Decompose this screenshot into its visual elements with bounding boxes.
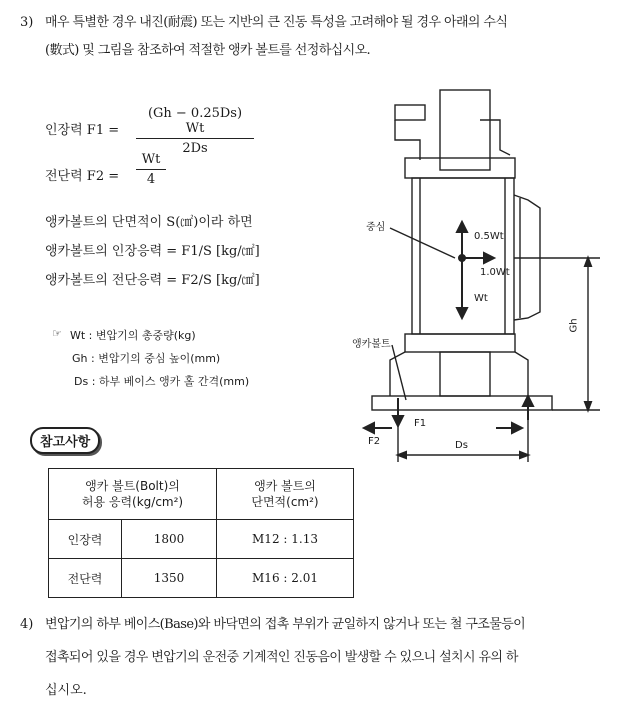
diagram-center-label: 중심: [366, 222, 386, 233]
table-row-stress: 1350: [122, 559, 217, 598]
f2-right-arrowhead: [512, 423, 522, 433]
legend-gh: Gh : 변압기의 중심 높이(mm): [72, 352, 221, 365]
table-header-area-line1: 앵카 볼트의: [254, 479, 316, 493]
top-flange: [395, 105, 425, 120]
table-row-area: M12 : 1.13: [217, 520, 354, 559]
diagram-side-force-label: 1.0Wt: [480, 267, 510, 278]
table-row-name: 전단력: [49, 559, 122, 598]
item3-number: 3): [20, 15, 34, 30]
diagram-up-force-label: 0.5Wt: [474, 231, 504, 242]
lower-rim: [405, 334, 515, 352]
table-header-stress-line2: 허용 응력(kg/cm²): [81, 495, 184, 509]
item4-number: 4): [20, 617, 34, 632]
item3-line2: (數式) 및 그림을 참조하여 적절한 앵카 볼트를 선정하십시오.: [45, 43, 371, 58]
table-row-area: M16 : 2.01: [217, 559, 354, 598]
item3-line1: 매우 특별한 경우 내진(耐震) 또는 지반의 큰 진동 특성을 고려해야 될 경우 아래의 수식: [45, 15, 508, 30]
gh-bottom-arrowhead: [585, 402, 591, 410]
formula-f1-label: 인장력 F1 =: [45, 123, 120, 138]
table-row-stress: 1800: [122, 520, 217, 559]
pointing-hand-icon: ☞: [52, 327, 62, 340]
diagram-f2-label: F2: [368, 436, 381, 447]
up-arrowhead: [457, 222, 467, 232]
ds-right-arrowhead: [520, 452, 528, 458]
diagram-f1-label: F1: [414, 418, 427, 429]
formula-f1-denominator: 2Ds: [182, 141, 208, 156]
legend-ds: Ds : 하부 베이스 앵카 홀 간격(mm): [74, 375, 250, 388]
reference-badge: 참고사항: [30, 427, 100, 454]
item4-line1: 변압기의 하부 베이스(Base)와 바닥면의 접촉 부위가 균일하지 않거나 또는 철 구조물등이: [45, 617, 526, 632]
diagram-bolt-label: 앵카볼트: [352, 339, 391, 350]
f2-left-arrowhead: [364, 423, 374, 433]
formula-f2-label: 전단력 F2 =: [45, 169, 120, 184]
table-header-stress-line1: 앵카 볼트(Bolt)의: [85, 479, 180, 493]
upper-rim: [405, 158, 515, 178]
formula-f1-numerator: (Gh − 0.25Ds) Wt: [136, 106, 254, 139]
table-header-area-line2: 단면적(cm²): [251, 495, 319, 509]
f1-right-arrowhead: [523, 396, 533, 406]
item4-line2: 접촉되어 있을 경우 변압기의 운전중 기계적인 진동음이 발생할 수 있으니 설치시 유의 하: [45, 650, 518, 665]
f1-left-arrowhead: [393, 416, 403, 426]
lower-neck: [440, 352, 490, 396]
gh-top-arrowhead: [585, 258, 591, 266]
formula-f2-numerator: Wt: [136, 152, 166, 170]
ds-left-arrowhead: [398, 452, 406, 458]
down-arrowhead: [457, 308, 467, 318]
side-arrowhead: [484, 253, 494, 263]
area-definition: 앵카볼트의 단면적이 S(㎠)이라 하면: [45, 215, 253, 230]
formula-f2-denominator: 4: [146, 172, 156, 187]
diagram-down-force-label: Wt: [474, 293, 488, 304]
table-row-name: 인장력: [49, 520, 122, 559]
item4-line3: 십시오.: [45, 683, 87, 698]
diagram-gh-label: Gh: [568, 318, 580, 333]
center-leader-line: [390, 228, 455, 258]
lower-right-bracket: [515, 352, 528, 396]
top-right-bracket: [480, 120, 510, 155]
top-left-bracket: [395, 120, 420, 160]
tensile-stress-formula: 앵카볼트의 인장응력 = F1/S [kg/㎠]: [45, 244, 260, 259]
legend-wt: Wt : 변압기의 총중량(kg): [70, 329, 196, 342]
diagram-ds-label: Ds: [455, 440, 468, 451]
shear-stress-formula: 앵카볼트의 전단응력 = F2/S [kg/㎠]: [45, 273, 260, 288]
